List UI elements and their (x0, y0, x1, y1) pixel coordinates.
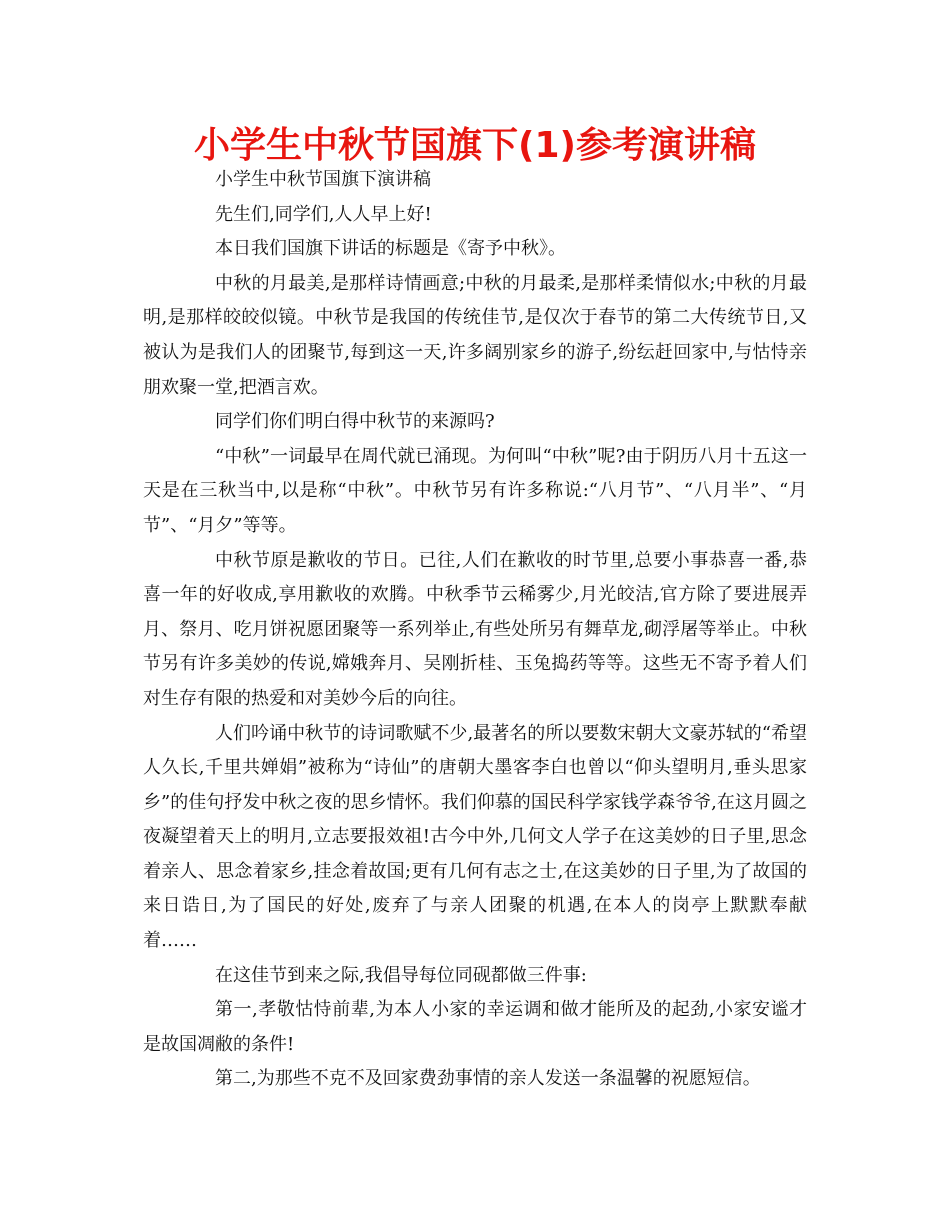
paragraph-question: 同学们你们明白得中秋节的来源吗? (215, 411, 495, 433)
paragraph-poetry: 人们吟诵中秋节的诗词歌赋不少,最著名的所以要数宋朝大文豪苏轼的“希望人久长,千里共婵娟”被称为“诗仙”的唐朝大墨客李白也曾以“仰头望明月,垂头思家乡”的佳句抒发中秋之夜的思乡情怀。我们仰慕的国民科学家钱学森爷爷,在这月圆之夜凝望着天上的明月,立志要报效祖!古今中外,几何文人学子在这美妙的日子里,思念着亲人、思念着家乡,挂念着故国;更有几何有志之士,在这美妙的日子里,为了故国的来日诰日,为了国民的好处,废弃了与亲人团聚的机遇,在本人的岗亭上默默奉献着…… (143, 722, 807, 952)
paragraph-moon: 中秋的月最美,是那样诗情画意;中秋的月最柔,是那样柔情似水;中秋的月最明,是那样皎皎似镜。中秋节是我国的传统佳节,是仅次于春节的第二大传统节日,又被认为是我们人的团聚节,每到这一天,许多阔别家乡的游子,纷纭赶回家中,与怙恃亲朋欢聚一堂,把酒言欢。 (143, 272, 807, 398)
paragraph-second-item: 第二,为那些不克不及回家费劲事情的亲人发送一条温馨的祝愿短信。 (215, 1068, 761, 1090)
document-title: 小学生中秋节国旗下(1)参考演讲稿 (194, 125, 756, 166)
paragraph-first-item: 第一,孝敬怙恃前辈,为本人小家的幸运调和做才能所及的起劲,小家安谧才是故国凋敝的条件! (143, 999, 807, 1055)
paragraph-origin: “中秋”一词最早在周代就已涌现。为何叫“中秋”呢?由于阴历八月十五这一天是在三秋当中,以是称“中秋”。中秋节另有许多称说:“八月节”、“八月半”、“月节”、“月夕”等等。 (143, 445, 807, 536)
paragraph-topic: 本日我们国旗下讲话的标题是《寄予中秋》。 (215, 238, 566, 260)
paragraph-greeting: 先生们,同学们,人人早上好! (215, 203, 432, 225)
paragraph-subtitle: 小学生中秋节国旗下演讲稿 (215, 169, 431, 190)
paragraph-harvest: 中秋节原是歉收的节日。已往,人们在歉收的时节里,总要小事恭喜一番,恭喜一年的好收成,享用歉收的欢腾。中秋季节云稀雾少,月光皎洁,官方除了要进展弄月、祭月、吃月饼祝愿团聚等一系列举止,有些处所另有舞草龙,砌浮屠等举止。中秋节另有许多美妙的传说,嫦娥奔月、吴刚折桂、玉兔捣药等等。这些无不寄予着人们对生存有限的热爱和对美妙今后的向往。 (143, 549, 807, 709)
paragraph-proposal: 在这佳节到来之际,我倡导每位同砚都做三件事: (215, 964, 587, 986)
document-body (143, 163, 807, 1097)
